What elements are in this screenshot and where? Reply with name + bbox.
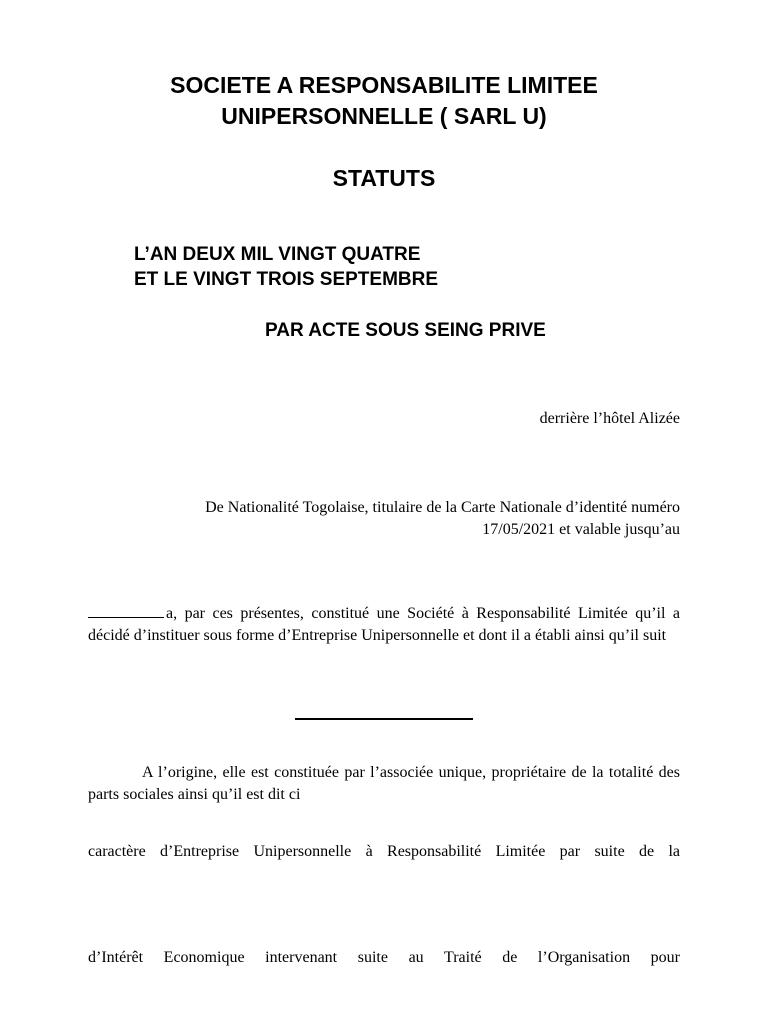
nationality-line-2: 17/05/2021 et valable jusqu’au <box>482 521 680 538</box>
caractere-paragraph: caractère d’Entreprise Unipersonnelle à Responsabilité Limitée par suite de la <box>88 843 680 860</box>
address-text: derrière l’hôtel Alizée <box>539 410 680 427</box>
document-title-line2: UNIPERSONNELLE ( SARL U) <box>221 103 547 129</box>
name-blank-line <box>88 603 164 618</box>
section-separator <box>295 718 473 720</box>
nationality-line-1: De Nationalité Togolaise, titulaire de la Carte Nationale d’identité numéro <box>205 499 680 516</box>
constitution-text: a, par ces présentes, constitué une Société à Responsabilité Limitée qu’il a décidé d’instituer sous forme d’Entreprise Unipersonnelle et dont il a établi ainsi qu’il suit <box>88 605 680 644</box>
constitution-paragraph <box>88 603 680 647</box>
origin-paragraph <box>88 762 680 806</box>
statuts-heading: STATUTS <box>332 165 436 191</box>
interet-paragraph: d’Intérêt Economique intervenant suite au Traité de l’Organisation pour <box>88 949 680 966</box>
date-line-1: L’AN DEUX MIL VINGT QUATRE <box>134 244 421 265</box>
document-title-line1: SOCIETE A RESPONSABILITE LIMITEE <box>170 72 598 98</box>
acte-heading: PAR ACTE SOUS SEING PRIVE <box>265 320 546 341</box>
date-line-2: ET LE VINGT TROIS SEPTEMBRE <box>134 269 439 290</box>
origin-text: A l’origine, elle est constituée par l’associée unique, propriétaire de la totalité des parts sociales ainsi qu’il est dit ci <box>88 764 680 803</box>
